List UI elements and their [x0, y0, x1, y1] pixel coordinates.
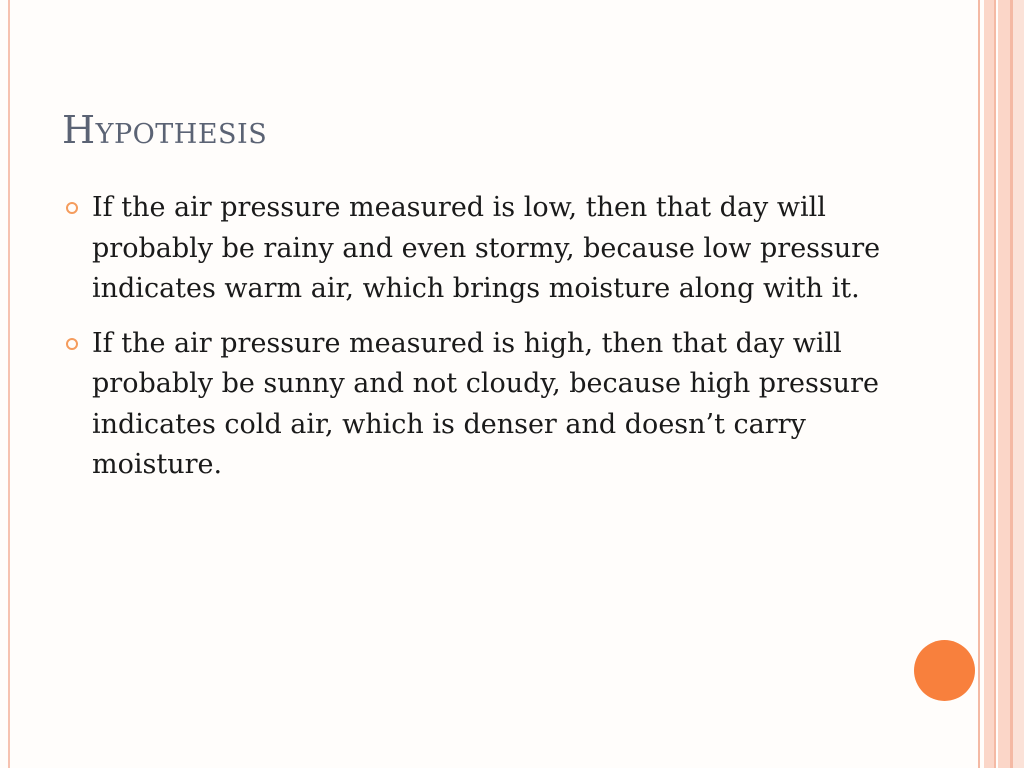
bullet-text: If the air pressure measured is low, then that day will probably be rainy and even stormy, because low pressure indicates warm air, which brings moisture along with it. — [92, 192, 881, 304]
right-decor-stripe — [998, 0, 1010, 768]
slide-title: Hypothesis — [62, 108, 268, 152]
list-item — [64, 324, 894, 486]
bullet-ring-icon — [64, 324, 92, 364]
bullet-text: If the air pressure measured is high, then that day will probably be sunny and not cloudy, because high pressure indicates cold air, which is denser and doesn’t carry moisture. — [92, 327, 879, 480]
right-decor-stripe — [1013, 0, 1024, 768]
right-decor-stripe — [994, 0, 996, 768]
right-decor-stripe — [984, 0, 994, 768]
list-item — [64, 188, 894, 310]
bullet-list — [64, 188, 894, 500]
left-border-line — [8, 0, 10, 768]
right-decor-stripe — [978, 0, 980, 768]
orange-circle-decoration — [914, 640, 975, 701]
bullet-ring-icon — [64, 188, 92, 228]
